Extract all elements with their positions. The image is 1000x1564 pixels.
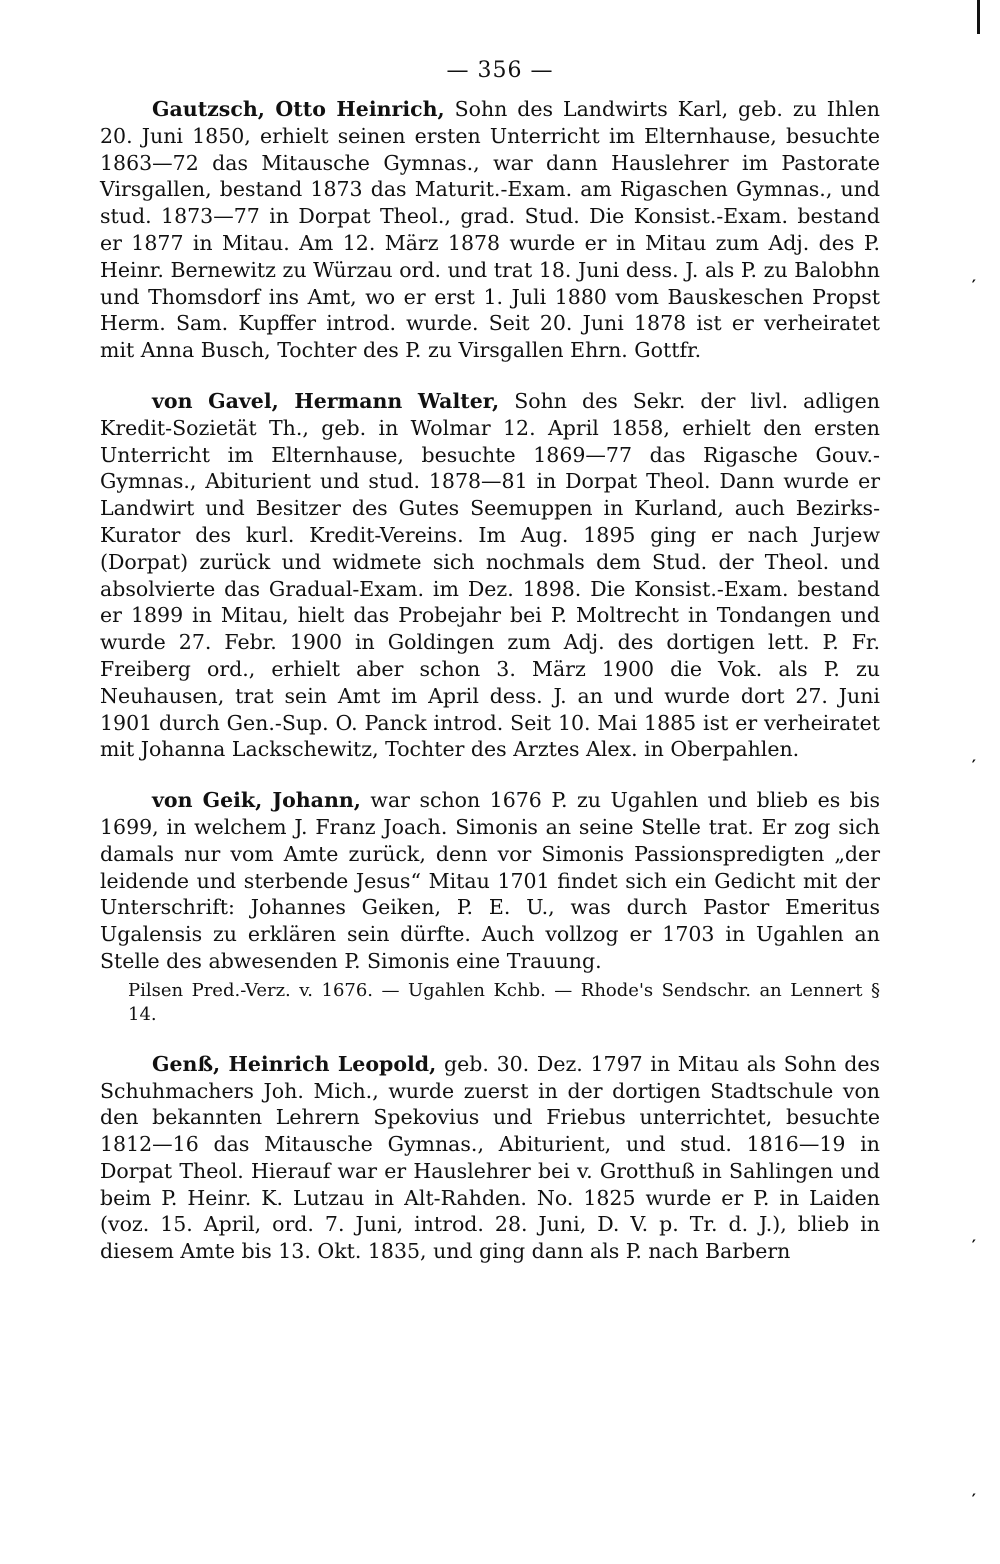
page-edge-line: [977, 0, 980, 34]
entry-heading: von Gavel, Hermann Walter,: [152, 388, 500, 413]
entry-body: war schon 1676 P. zu Ugahlen und blieb es bis 1699, in welchem J. Franz Joach. Simonis an seine Stelle trat. Er zog sich damals nur vom Amte zurück, denn vor Simonis Passionspredigten „der leidende und sterbende Jesus“ Mitau 1701 findet sich ein Gedicht mit der Unterschrift: Johannes Geiken, P. E. U., was durch Pastor Emeritus Ugalensis zu erklären sein dürfte. Auch vollzog er 1703 in Ugahlen an Stelle des abwesenden P. Simonis eine Trauung.: [100, 788, 880, 973]
entry-heading: Gautzsch, Otto Heinrich,: [152, 97, 445, 121]
entry-geik: [100, 787, 880, 975]
entry-genss: [100, 1051, 880, 1265]
margin-mark: ′: [971, 276, 976, 295]
entry-gautzsch: [100, 96, 880, 364]
entry-heading: von Geik, Johann,: [152, 788, 361, 813]
margin-mark: ′: [971, 1236, 976, 1255]
page-number: — 356 —: [446, 58, 554, 83]
entry-body: Sohn des Landwirts Karl, geb. zu Ihlen 20. Juni 1850, erhielt seinen ersten Unterricht im Elternhause, besuchte 1863—72 das Mitausche Gymnas., war dann Hauslehrer im Pastorate Virsgallen, bestand 1873 das Maturit.-Exam. am Rigaschen Gymnas., und stud. 1873—77 in Dorpat Theol., grad. Stud. Die Konsist.-Exam. bestand er 1877 in Mitau. Am 12. März 1878 wurde er in Mitau zum Adj. des P. Heinr. Bernewitz zu Würzau ord. und trat 18. Juni dess. J. als P. zu Balobhn und Thomsdorf ins Amt, wo er erst 1. Juli 1880 vom Bauskeschen Propst Herm. Sam. Kupffer introd. wurde. Seit 20. Juni 1878 ist er verheiratet mit Anna Busch, Tochter des P. zu Virsgallen Ehrn. Gottfr.: [100, 97, 880, 363]
entry-geik-wrap: [100, 787, 880, 1027]
text-column: [100, 96, 880, 1265]
entry-sources: Pilsen Pred.-Verz. v. 1676. — Ugahlen Kchb. — Rhode's Sendschr. an Lennert § 14.: [128, 979, 880, 1025]
margin-mark: ′: [971, 1490, 976, 1509]
entry-body: geb. 30. Dez. 1797 in Mitau als Sohn des Schuhmachers Joh. Mich., wurde zuerst in der dortigen Stadtschule von den bekannten Lehrern Spekovius und Friebus unterrichtet, besuchte 1812—16 das Mitausche Gymnas., Abiturient, und stud. 1816—19 in Dorpat Theol. Hierauf war er Hauslehrer bei v. Grotthuß in Sahlingen und beim P. Heinr. K. Lutzau in Alt-Rahden. No. 1825 wurde er P. in Laiden (voz. 15. April, ord. 7. Juni, introd. 28. Juni, D. V. p. Tr. d. J.), blieb in diesem Amte bis 13. Okt. 1835, und ging dann als P. nach Barbern: [100, 1051, 880, 1264]
entry-gavel: [100, 388, 880, 763]
margin-mark: ′: [971, 756, 976, 775]
entry-body: Sohn des Sekr. der livl. adligen Kredit-Sozietät Th., geb. in Wolmar 12. April 1858, erhielt den ersten Unterricht im Elternhause, besuchte 1869—77 das Rigasche Gouv.-Gymnas., Abiturient und stud. 1878—81 in Dorpat Theol. Dann wurde er Landwirt und Besitzer des Gutes Seemuppen in Kurland, auch Bezirks-Kurator des kurl. Kredit-Vereins. Im Aug. 1895 ging er nach Jurjew (Dorpat) zurück und widmete sich nochmals dem Stud. der Theol. und absolvierte das Gradual-Exam. im Dez. 1898. Die Konsist.-Exam. bestand er 1899 in Mitau, hielt das Probejahr bei P. Moltrecht in Tondangen und wurde 27. Febr. 1900 in Goldingen zum Adj. des dortigen lett. P. Fr. Freiberg ord., erhielt aber schon 3. März 1900 die Vok. als P. zu Neuhausen, trat sein Amt im April dess. J. an und wurde dort 27. Juni 1901 durch Gen.-Sup. O. Panck introd. Seit 10. Mai 1885 ist er verheiratet mit Johanna Lackschewitz, Tochter des Arztes Alex. in Oberpahlen.: [100, 388, 880, 762]
entry-heading: Genß, Heinrich Leopold,: [152, 1051, 437, 1076]
